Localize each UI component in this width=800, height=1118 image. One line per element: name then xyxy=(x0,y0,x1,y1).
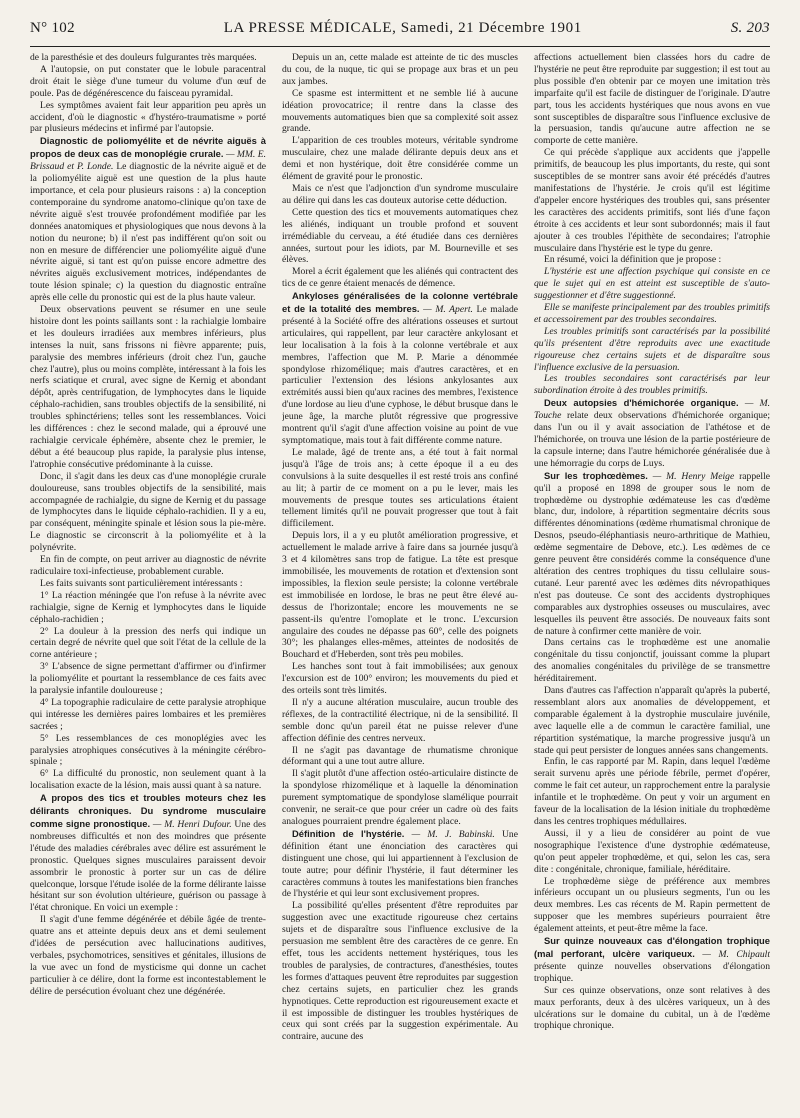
column-middle xyxy=(282,52,518,1107)
body-text: de la paresthésie et des douleurs fulgurantes très marquées. xyxy=(30,52,257,63)
author-name: — M. J. Babinski. xyxy=(404,828,495,840)
journal-title: LA PRESSE MÉDICALE, Samedi, 21 Décembre 1901 xyxy=(223,20,582,36)
paragraph xyxy=(30,590,266,626)
paragraph xyxy=(282,697,518,745)
body-text: Il s'agit d'une femme dégénérée et débile âgée de trente-quatre ans et atteinte depuis deux ans et demi seulement d'idées de persécution avec hallucinations auditives, verbales, psychomotrices, sensitives et génitales, illusions de la vue avec un fond de mysticisme qui donne un cachet particulier à ce délire, dont la forme est incontestablement le délire de persécution évoluant chez une dégénérée. xyxy=(30,914,266,997)
body-text: Les hanches sont tout à fait immobilisées; aux genoux l'excursion est de 100° environ; les mouvements du pied et des orteils sont très limités. xyxy=(282,661,518,697)
paragraph xyxy=(282,290,518,447)
paragraph xyxy=(534,685,770,756)
body-text: Enfin, le cas rapporté par M. Rapin, dans lequel l'œdème serait survenu après une période fébrile, permet d'opérer, comme le fait cet auteur, un rapprochement entre la paralysie infantile et le trophœdème. On peut y voir un argument en faveur de la localisation de la lésion initiale du trophœdème dans les centres trophiques médullaires. xyxy=(534,756,770,827)
body-text: Sur ces quinze observations, onze sont relatives à des maux perforants, deux à des ulcères variqueux, un à des ulcérations sur le domaine du cubital, un à de l'œdème trophique chronique. xyxy=(534,984,770,1032)
author-name: — M. Henri Dufour. xyxy=(150,819,232,830)
paragraph xyxy=(30,768,266,792)
body-text: Morel a écrit également que les aliénés qui contractent des tics de ce genre étaient menacés de démence. xyxy=(282,266,518,290)
paragraph xyxy=(30,792,266,914)
body-text: 3° L'absence de signe permettant d'affirmer ou d'infirmer la poliomyélite et pourtant la ressemblance de ces faits avec la paralysie infantile douloureuse ; xyxy=(30,661,266,697)
paragraph xyxy=(282,447,518,530)
body-text: Ce qui précède s'applique aux accidents que j'appelle primitifs, de beaucoup les plus importants, du reste, qui sont susceptibles de se montrer sans avoir été précédés d'autres manifestations de l'hystérie. Je crois qu'il est légitime d'appeler encore hystériques des troubles qui, sans présenter les caractères des accidents primitifs, sont liés d'une façon étroite à ces accidents et leur sont subordonnés; mais il faut ajouter à ces troubles l'épithète de secondaires; l'atrophie musculaire dans l'hystérie est le type du genre. xyxy=(534,147,770,254)
author-name: — M. Apert. xyxy=(419,304,473,316)
paragraph xyxy=(30,52,266,64)
paragraph xyxy=(30,471,266,554)
paragraph xyxy=(534,876,770,936)
paragraph xyxy=(30,100,266,136)
author-name: — M. Touche xyxy=(534,398,770,422)
paragraph xyxy=(282,207,518,267)
body-text: Deux observations peuvent se résumer en une seule histoire dont les points saillants sont : la rachialgie lombaire et les douleurs irradiées aux membres inférieurs, plus intenses la nuit, sans frissons ni fièvre apparente; puis, paralysie des membres inférieurs (droit chez l'un, gauche chez l'autre), plus ou moins complète, intéressant à la fois les nerfs sciatique et crural, avec signe de Kernig et abondant dépôt, après centrifugation, de lymphocytes dans le liquide céphalo-rachidien, sans troubles objectifs de la sensibilité, ni troubles sphinctériens; telles sont les ressemblances. Voici les différences : chez le second malade, qui a éprouvé une rachialgie cervicale éphémère, absente chez le premier, le début a été beaucoup plus rapide, la paralysie plus intense, l'atrophie consécutive prédominante à la cuisse. xyxy=(30,304,266,470)
section-heading: Sur les trophœdèmes. xyxy=(544,469,648,481)
body-text: relate deux observations d'hémichorée organique; dans l'un ou il y avait association de l'athétose et de l'hémichorée, on trouva une lésion de la partie postérieure de la capsule interne; dans l'autre hémichorée généralisée due à une hémorragie du corps de Luys. xyxy=(534,410,770,469)
italic-text: L'hystérie est une affection psychique qui consiste en ce que le sujet qui en est atteint est susceptible de s'auto-suggestionner et d'être suggestionné. xyxy=(534,266,770,302)
body-text: rappelle qu'il a proposé en 1898 de grouper sous le nom de trophœdème ou dystrophie œdémateuse les cas d'œdème blanc, dur, indolore, à répartition segmentaire décrits sous différentes dénominations (œdème rhumatismal chronique de Desnos, pseudo-éléphantiasis neuro-arthritique de Mathieu, œdème segmentaire de Debove, etc.). Les œdèmes de ce genre peuvent être considérés comme la conséquence d'une altération des centres trophiques du tissu cellulaire sous-cutané. Leur parenté avec les œdèmes dits névropathiques n'est pas douteuse. Ce sont des accidents dystrophiques comparables aux dystrophies osseuses ou musculaires, avec lesquelles ils peuvent être associés. De nouveaux faits sont de nature à confirmer cette manière de voir. xyxy=(534,470,770,637)
body-text: Le malade, âgé de trente ans, a été tout à fait normal jusqu'à l'âge de trois ans; à cette époque il a eu des convulsions à la suite desquelles il est resté trois ans confiné au lit; à partir de ce moment on a pu le lever, mais les mouvements de presque toutes ses articulations étaient tellement limités qu'il ne pouvait progresser que tout à fait difficilement. xyxy=(282,446,518,530)
section-heading: Ankyloses généralisées de la colonne vertébrale et de la totalité des membres. xyxy=(282,290,518,315)
paragraph xyxy=(30,914,266,997)
body-text: Depuis lors, il a y eu plutôt amélioration progressive, et actuellement le malade arrive à faire dans sa journée jusqu'à 3 et 4 kilomètres sans trop de fatigue. La tête est presque immobilisée, les mouvements de rotation et d'extension sont impossibles, la flexion seule persiste; la colonne vertébrale est immobilisée en lordose, le bras ne peut être élevé au-dessus de l'horizontale; encore les mouvements ne se passent-ils qu'entre l'omoplate et le tronc. L'excursion angulaire des coudes ne dépasse pas 60°, celle des poignets 30°; les phalanges elles-mêmes, atteintes de nodosités de Bouchard et d'Heberden, sont très peu mobiles. xyxy=(282,530,518,661)
paragraph xyxy=(534,637,770,685)
body-text: En fin de compte, on peut arriver au diagnostic de névrite radiculaire toxi-infectieuse, probablement curable. xyxy=(30,554,266,577)
paragraph xyxy=(282,828,518,900)
page-number: S. 203 xyxy=(730,20,770,36)
body-text: L'apparition de ces troubles moteurs, véritable syndrome musculaire, chez une malade délirante depuis deux ans et demi et non hystérique, doit être considérée comme un élément de gravité pour le pronostic. xyxy=(282,135,518,183)
paragraph xyxy=(282,52,518,88)
paragraph xyxy=(30,578,266,590)
body-text: Aussi, il y a lieu de considérer au point de vue nosographique l'existence d'une dystrophie œdémateuse, qu'on peut appeler trophœdème, et qui, selon les cas, sera dite : congénitale, chronique, familiale, héréditaire. xyxy=(534,827,770,875)
italic-text: Elle se manifeste principalement par des troubles primitifs et accessoirement par des troubles secondaires. xyxy=(534,302,770,325)
paragraph xyxy=(534,985,770,1033)
body-text: La possibilité qu'elles présentent d'être reproduites par suggestion avec une exactitude rigoureuse chez certains sujets et de disparaître sous l'influence exclusive de la persuasion me semblent être des caractères de ce genre. En effet, tous les accidents nettement hystériques, tous les troubles de paralysies, de contractures, d'anesthésies, toutes les formes d'attaques peuvent être reproduites par suggestion chez certains sujets, en particulier chez les grands hypnotiques. Cette reproduction est rigoureusement exacte et il est impossible de distinguer les troubles hystériques de ceux qui sont créés par la suggestion expérimentale. Au contraire, aucune des xyxy=(282,900,518,1043)
paragraph xyxy=(30,304,266,471)
paragraph xyxy=(30,626,266,662)
section-heading: Deux autopsies d'hémichorée organique. xyxy=(544,397,739,409)
paragraph xyxy=(534,326,770,374)
body-text: Le malade présenté à la Société offre des altérations osseuses et surtout articulaires, qui rappellent, par leur caractère ankylosant et leur localisation à la fois à la colonne vertébrale et aux membres, l'affection que M. P. Marie a dénommée spondylose rhizomélique; mais d'autres caractères, et en particulier l'extension des lésions ankylosantes aux extrémités aussi bien qu'aux racines des membres, l'existence d'une lordose au lieu d'une cyphose, le début brusque dans le jeune âge, la marche plutôt régressive que progressive montrent qu'il s'agit d'une affection voisine au point de vue symptomatique, mais tout à fait différente comme nature. xyxy=(282,304,518,446)
section-heading: Sur quinze nouveaux cas d'élongation trophique (mal perforant, ulcère variqueux. xyxy=(534,935,770,959)
body-text: En résumé, voici la définition que je propose : xyxy=(544,254,722,266)
article-columns xyxy=(30,52,770,1107)
paragraph xyxy=(534,254,770,266)
page-header xyxy=(30,20,770,44)
paragraph xyxy=(534,302,770,326)
body-text: Ce spasme est intermittent et ne semble lié à aucune idéation provocatrice; il rentre dans la classe des mouvements automatiques bien que sa complexité soit assez grande. xyxy=(282,87,518,135)
paragraph xyxy=(282,135,518,183)
paragraph xyxy=(282,88,518,136)
paragraph xyxy=(282,900,518,1043)
paragraph xyxy=(30,733,266,769)
body-text: Donc, il s'agit dans les deux cas d'une monoplégie crurale douloureuse, sans troubles objectifs de la sensibilité, mais accompagnée de rachialgie, du signe de Kernig et du passage de lymphocytes dans le liquide céphalo-rachidien. Il y a eu, par conséquent, méningite spinale et lésion sous la pie-mère. Le diagnostic se circonscrit à la poliomyélite et à la polynévrite. xyxy=(30,470,266,554)
author-name: — M. Henry Meige xyxy=(647,470,735,482)
body-text: Depuis un an, cette malade est atteinte de tic des muscles du cou, de la nuque, tic qui se propage aux bras et un peu aux jambes. xyxy=(282,52,518,87)
body-text: Dans d'autres cas l'affection n'apparaît qu'après la puberté, ressemblant alors aux anomalies de développement, et comparable également à la dystrophie musculaire juvénile, avec laquelle elle a de commun le caractère familial, une répartition systématique, la marche progressive jusqu'à un stade qui peut persister de longues années sans changements. xyxy=(534,685,770,756)
section-heading: Définition de l'hystérie. xyxy=(292,827,405,839)
body-text: 5° Les ressemblances de ces monoplégies avec les paralysies atrophiques consécutives à la méningite cérébro-spinale ; xyxy=(30,732,266,768)
section-heading: A propos des tics et troubles moteurs chez les délirants chroniques. Du syndrome musculaire comme signe pronostique. xyxy=(30,792,266,829)
body-text: Une des nombreuses difficultés et non des moindres que présente l'étude des maladies cérébrales avec délire est assurément le pronostic. Quelques signes musculaires paraissent devoir assombrir le pronostic à porter sur un cas de délire quelconque, lorsque l'étude isolée de la forme délirante laisse hésitant sur son évolution ultérieure, guérison ou passage à l'état chronique. En voici un exemple : xyxy=(30,819,266,914)
body-text: Les symptômes avaient fait leur apparition peu après un accident, d'où le diagnostic « d'hystéro-traumatisme » porté par plusieurs médecins et infirmé par l'autopsie. xyxy=(30,99,266,135)
body-text: présente quinze nouvelles observations d'élongation trophique. xyxy=(534,960,770,984)
body-text: Une définition étant une énonciation des caractères qui distinguent une chose, qui lui appartiennent à l'exclusion de toute autre; pour définir l'hystérie, il faut déterminer les caractères communs à toutes les manifestations bien franches de l'hystérie et qui leur sont exclusivement propres. xyxy=(282,828,518,900)
body-text: 6° La difficulté du pronostic, non seulement quant à la localisation exacte de la lésion, mais aussi quant à sa nature. xyxy=(30,768,266,792)
author-name: — M. Chipault xyxy=(694,948,770,960)
header-rule xyxy=(30,46,770,47)
italic-text: Les troubles primitifs sont caractérisés par la possibilité qu'ils présentent d'être reproduits avec une exactitude rigoureuse chez certains sujets et de disparaître sous l'influence exclusive de la persuasion. xyxy=(534,325,770,373)
body-text: A l'autopsie, on put constater que le lobule paracentral droit était le siège d'une tumeur du volume d'un œuf de poule. Pas de dégénérescence du faisceau pyramidal. xyxy=(30,63,266,99)
paragraph xyxy=(30,661,266,697)
body-text: 2° La douleur à la pression des nerfs qui indique un certain degré de névrite quel que soit l'état de la cellule de la corne antérieure ; xyxy=(30,625,266,661)
section-heading: Diagnostic de poliomyélite et de névrite aiguës à propos de deux cas de monoplégie crurale. xyxy=(30,135,266,160)
body-text: Cette question des tics et mouvements automatiques chez les aliénés, indiquant un trouble profond et souvent irrémédiable du cerveau, a été étudiée dans ces dernières années, surtout pour les idiots, par M. Bourneville et ses élèves. xyxy=(282,206,518,266)
body-text: Les faits suivants sont particulièrement intéressants : xyxy=(40,577,243,589)
body-text: Mais ce n'est que l'adjonction d'un syndrome musculaire au délire qui dans les cas douteux autorise cette déduction. xyxy=(282,182,518,206)
body-text: Il n'y a aucune altération musculaire, aucun trouble des réflexes, de la contractilité électrique, ni de la sensibilité. Il semble donc qu'un pareil état ne puisse relever d'une affection définie des centres nerveux. xyxy=(282,696,518,744)
paragraph xyxy=(282,530,518,661)
paragraph xyxy=(30,554,266,578)
body-text: affections actuellement bien classées hors du cadre de l'hystérie ne peut être reproduite par suggestion; il est tout au plus possible d'en obtenir par ce moyen une imitation très imparfaite qu'il est facile de distinguer de l'originale. D'autre part, tous les accidents hystériques que nous avons en vue sont susceptibles de disparaître sous l'influence exclusive de la persuasion, tandis qu'aucune autre affection ne se comporte de cette manière. xyxy=(534,52,770,147)
paragraph xyxy=(534,935,770,985)
author-name: — MM. E. Brissaud et P. Londe. xyxy=(30,149,266,173)
paragraph xyxy=(282,661,518,697)
issue-number: N° 102 xyxy=(30,20,75,36)
paragraph xyxy=(534,756,770,827)
body-text: Il s'agit plutôt d'une affection ostéo-articulaire distincte de la spondylose rhizomélique et à laquelle la dénomination purement symptomatique de spondylose slaméliquе pourrait convenir, ne serait-ce que pour créer un cadre où des faits analogues pourraient prendre également place. xyxy=(282,768,518,827)
body-text: Il ne s'agit pas davantage de rhumatisme chronique déformant qui a une tout autre allure. xyxy=(282,744,518,768)
body-text: 4° La topographie radiculaire de cette paralysie atrophique qui intéresse les dernières paires lombaires et les premières sacrées ; xyxy=(30,696,266,732)
paragraph xyxy=(534,828,770,876)
paragraph xyxy=(534,147,770,254)
paragraph xyxy=(534,52,770,147)
paragraph xyxy=(534,397,770,469)
paragraph xyxy=(30,64,266,100)
paragraph xyxy=(30,697,266,733)
column-left xyxy=(30,52,266,1107)
paragraph xyxy=(30,135,266,304)
body-text: Le diagnostic de la névrite aiguë et de la poliomyélite aiguë est une question de la plus haute importance, et cela pour plusieurs raisons : a) la conception contemporaine du syndrome anatomo-clinique qu'on taxe de névrite aiguë s'est trouvée profondément modifiée par les données anatomiques et physiologiques que nous devons à la notion du neurone; b) il n'est pas indifférent qu'on soit ou non en mesure de différencier une poliomyélite aiguë d'une névrite aiguë, si tant est qu'on puisse encore admettre des névrites aiguës exclusivement motrices, indépendantes de toute lésion spinale; c) la question du diagnostic entraîne après elle celle du pronostic qui est de la plus haute valeur. xyxy=(30,161,266,304)
body-text: Dans certains cas le trophœdème est une anomalie congénitale du tissu conjonctif, jouissant comme la plupart des anomalies congénitales du privilège de se transmettre héréditairement. xyxy=(534,637,770,685)
paragraph xyxy=(534,470,770,638)
paragraph xyxy=(282,745,518,769)
paragraph xyxy=(534,266,770,302)
paragraph xyxy=(282,266,518,290)
body-text: 1° La réaction méningée que l'on refuse à la névrite avec rachialgie, signe de Kernig et lymphocytes dans le liquide céphalo-rachidien ; xyxy=(30,589,266,625)
paragraph xyxy=(282,768,518,828)
italic-text: Les troubles secondaires sont caractérisés par leur subordination étroite à des troubles primitifs. xyxy=(534,373,770,397)
paragraph xyxy=(282,183,518,207)
column-right xyxy=(534,52,770,1107)
paragraph xyxy=(534,373,770,397)
body-text: Le trophœdème siège de préférence aux membres inférieurs occupant un ou plusieurs segments, l'un ou les deux membres. Les cas récents de M. Rapin permettent de supposer que les membres supérieurs pourraient être également atteints, et peut-être même la face. xyxy=(534,875,770,935)
